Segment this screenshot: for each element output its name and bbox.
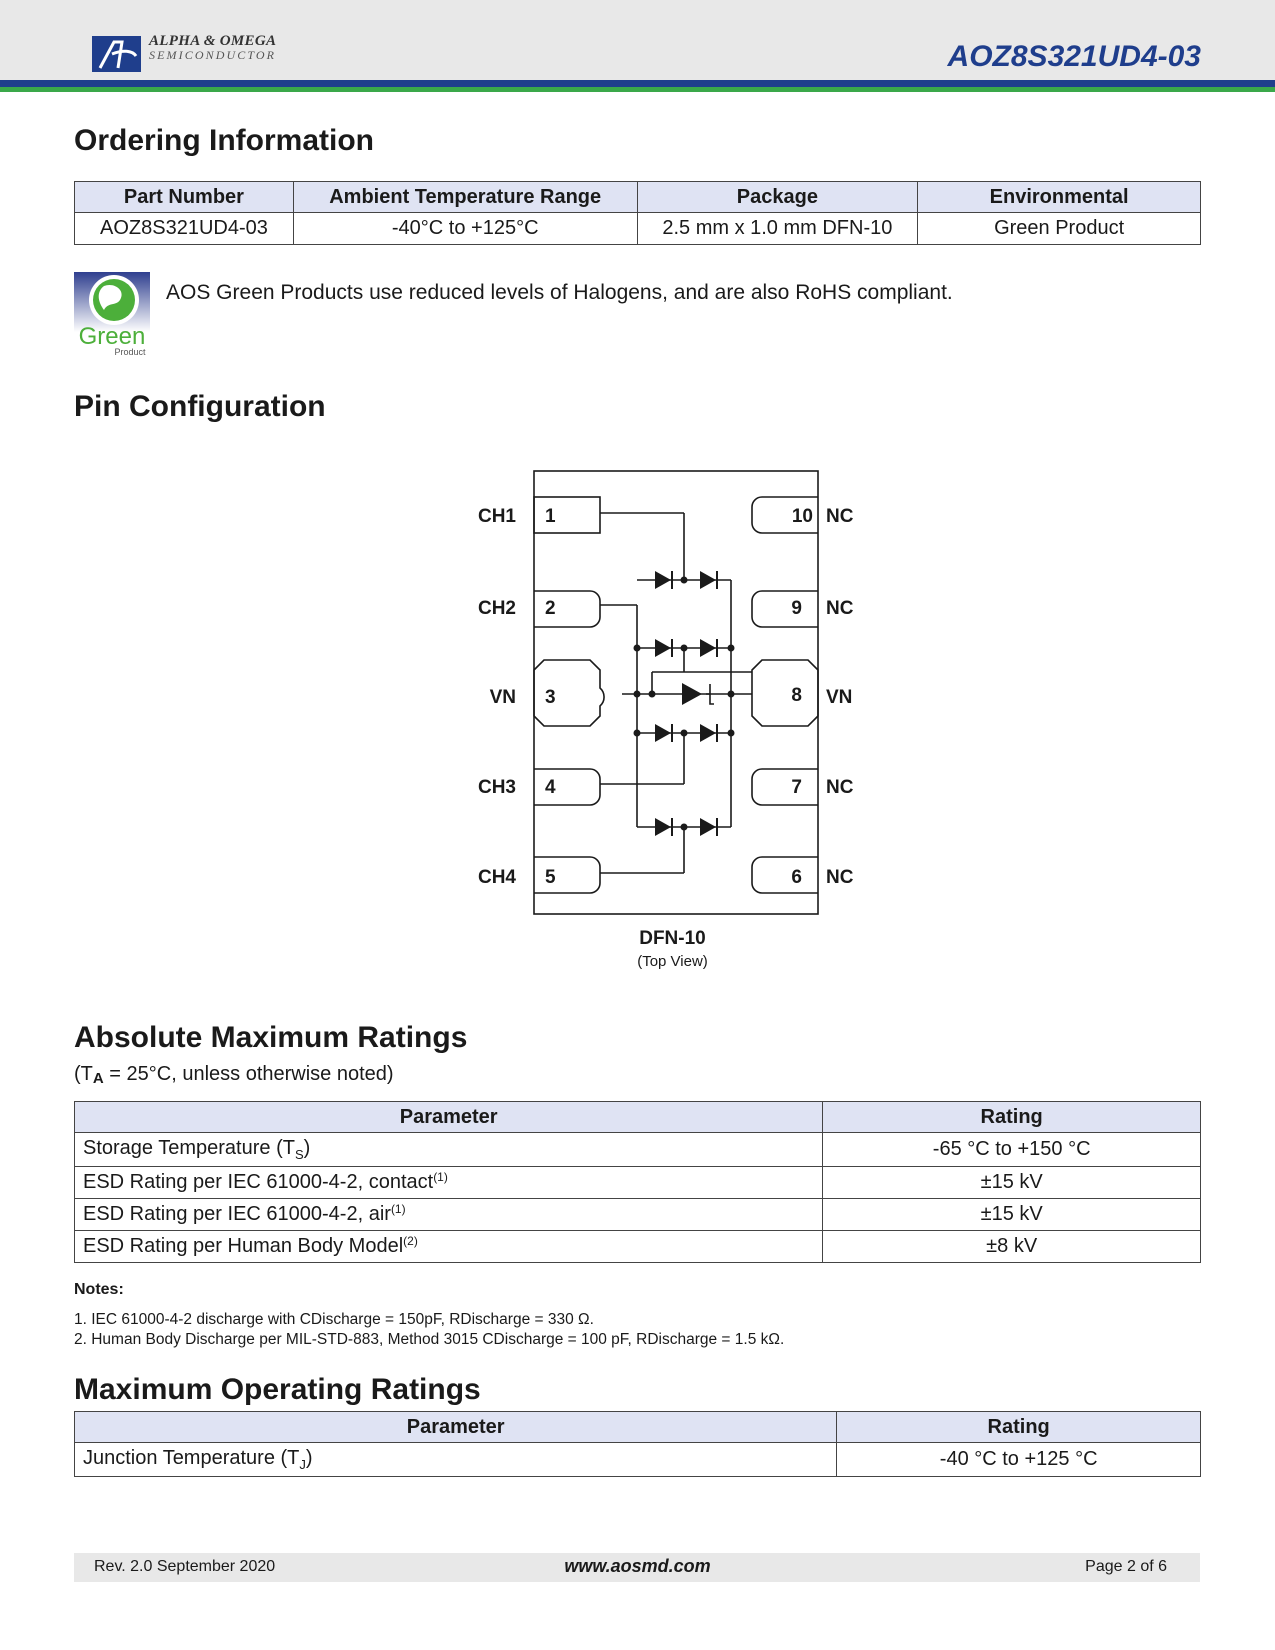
pin-label-1: CH1: [477, 506, 516, 527]
pin-number-1: 1: [545, 506, 556, 527]
pin-label-3: VN: [489, 687, 516, 708]
cell-environmental: Green Product: [918, 213, 1201, 245]
abs-max-title: Absolute Maximum Ratings: [74, 1021, 468, 1054]
pin-config-title: Pin Configuration: [74, 390, 326, 423]
col-environmental: Environmental: [918, 182, 1201, 213]
header-rule-blue: [0, 80, 1275, 87]
col-rating: Rating: [837, 1412, 1201, 1443]
pin-diagram: [430, 460, 890, 980]
note-1: 1. IEC 61000-4-2 discharge with CDischarge = 150pF, RDischarge = 330 Ω.: [74, 1311, 594, 1328]
cell-package: 2.5 mm x 1.0 mm DFN-10: [637, 213, 918, 245]
col-package: Package: [637, 182, 918, 213]
table-row: [75, 1231, 1201, 1263]
pin-label-9: NC: [826, 598, 854, 619]
notes-title: Notes:: [74, 1281, 124, 1298]
pin-number-3: 3: [545, 687, 556, 708]
logo-company-subtitle: SEMICONDUCTOR: [149, 48, 277, 62]
logo-company-name: ALPHA & OMEGA: [149, 33, 277, 49]
green-product-logo: [74, 272, 150, 356]
pin-label-8: VN: [826, 687, 853, 708]
package-view: (Top View): [637, 953, 708, 970]
cell-parameter: ESD Rating per Human Body Model$^{(2)}$: [75, 1231, 823, 1263]
col-part-number: Part Number: [75, 182, 294, 213]
cell-parameter: Junction Temperature $(T_J)$: [75, 1443, 837, 1477]
cell-parameter: Storage Temperature $(T_S)$: [75, 1133, 823, 1167]
table-row: [75, 1167, 1201, 1199]
pin-label-6: NC: [826, 867, 854, 888]
ordering-table: [74, 181, 1201, 245]
cell-parameter: ESD Rating per IEC 61000-4-2, contact$^{(1)}$: [75, 1167, 823, 1199]
cell-temp-range: -40°C to +125°C: [293, 213, 637, 245]
package-name: DFN-10: [639, 928, 706, 949]
max-op-title: Maximum Operating Ratings: [74, 1373, 481, 1406]
cell-rating: -40 °C to +125 °C: [837, 1443, 1201, 1477]
table-row: [75, 213, 1201, 245]
cell-rating: -65 °C to +150 °C: [823, 1133, 1201, 1167]
green-logo-sub: Product: [114, 347, 146, 356]
footer-page-number: Page 2 of 6: [1085, 1558, 1167, 1575]
cell-rating: ±15 kV: [823, 1199, 1201, 1231]
table-row: [75, 1443, 1201, 1477]
pin-number-9: 9: [791, 598, 802, 619]
pin-number-10: 10: [791, 506, 813, 527]
col-rating: Rating: [823, 1102, 1201, 1133]
table-row: [75, 1133, 1201, 1167]
footer-url[interactable]: www.aosmd.com: [564, 1556, 711, 1576]
table-row: [75, 1199, 1201, 1231]
pin-label-2: CH2: [477, 598, 516, 619]
part-number-title: AOZ8S321UD4-03: [947, 40, 1201, 73]
pin-number-6: 6: [791, 867, 802, 888]
max-op-table: [74, 1411, 1201, 1477]
pin-label-10: NC: [826, 506, 854, 527]
footer-revision: Rev. 2.0 September 2020: [94, 1558, 276, 1575]
pin-number-4: 4: [545, 777, 556, 798]
green-product-note: AOS Green Products use reduced levels of Halogens, and are also RoHS compliant.: [166, 281, 953, 304]
header-rule-green: [0, 87, 1275, 92]
pin-label-4: CH3: [477, 777, 516, 798]
pin-number-5: 5: [545, 867, 556, 888]
cell-rating: ±8 kV: [823, 1231, 1201, 1263]
cell-part-number: AOZ8S321UD4-03: [75, 213, 294, 245]
ordering-title: Ordering Information: [74, 124, 374, 157]
abs-max-condition: (TA = 25°C, unless otherwise noted): [74, 1063, 394, 1087]
green-logo-text: Green: [78, 323, 146, 350]
col-parameter: Parameter: [75, 1412, 837, 1443]
pin-number-2: 2: [545, 598, 556, 619]
pin-label-5: CH4: [477, 867, 516, 888]
company-logo-icon: [92, 36, 141, 72]
cell-parameter: ESD Rating per IEC 61000-4-2, air$^{(1)}$: [75, 1199, 823, 1231]
pin-number-8: 8: [791, 685, 802, 706]
col-temp-range: Ambient Temperature Range: [293, 182, 637, 213]
col-parameter: Parameter: [75, 1102, 823, 1133]
cell-rating: ±15 kV: [823, 1167, 1201, 1199]
abs-max-table: [74, 1101, 1201, 1263]
note-2: 2. Human Body Discharge per MIL-STD-883, Method 3015 CDischarge = 100 pF, RDischarge = 1.5 kΩ.: [74, 1331, 785, 1348]
pin-number-7: 7: [791, 777, 802, 798]
pin-label-7: NC: [826, 777, 854, 798]
